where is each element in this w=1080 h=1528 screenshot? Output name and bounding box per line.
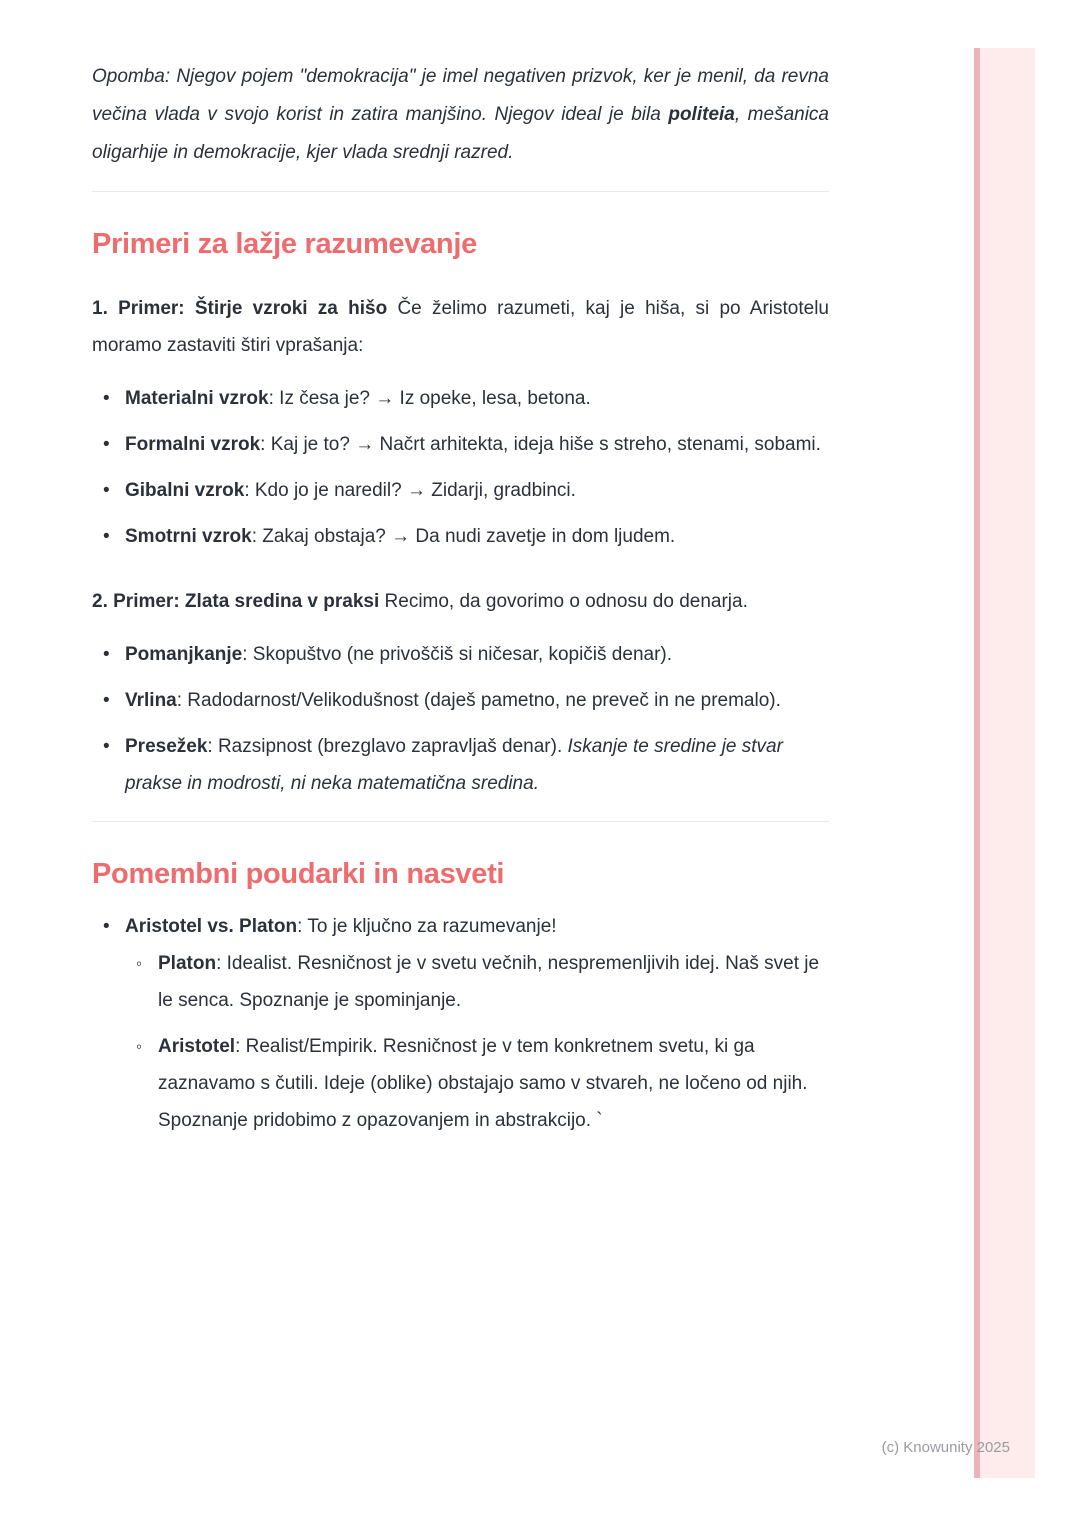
sub-list-item — [158, 1028, 829, 1139]
term: Presežek — [125, 736, 208, 757]
example1-text: Če želimo razumeti, kaj je hiša, si po Aristotelu moramo zastaviti štiri vprašanja: — [92, 298, 829, 356]
list-item — [125, 426, 829, 463]
term-text: : Iz česa je? → Iz opeke, lesa, betona. — [268, 388, 591, 409]
term: Materialni vzrok — [125, 388, 269, 409]
term: Aristotel vs. Platon — [125, 916, 298, 937]
note-paragraph — [92, 58, 829, 172]
example1-paragraph — [92, 290, 829, 364]
list-item — [125, 682, 829, 719]
section-title-highlights: Pomembni poudarki in nasveti — [92, 858, 505, 890]
section-title-examples: Primeri za lažje razumevanje — [92, 228, 477, 260]
document-page — [92, 0, 829, 1148]
golden-mean-list — [92, 636, 829, 802]
term-text: : Razsipnost (brezglavo zapravljaš denar). — [207, 736, 568, 757]
note-bold-term: politeia — [668, 104, 735, 125]
term: Vrlina — [125, 690, 177, 711]
example2-paragraph — [92, 583, 829, 620]
term: Aristotel — [158, 1036, 236, 1057]
section-divider — [92, 821, 829, 822]
term: Formalni vzrok — [125, 434, 261, 455]
sub-list-item — [158, 945, 829, 1019]
term-text: : Kdo jo je naredil? → Zidarji, gradbinci. — [244, 480, 576, 501]
term-text: : Radodarnost/Velikodušnost (daješ pametno, ne preveč in ne premalo). — [176, 690, 781, 711]
four-causes-list — [92, 380, 829, 555]
example2-lead: 2. Primer: Zlata sredina v praksi — [92, 591, 380, 612]
note-text-before: Opomba: Njegov pojem "demokracija" je imel negativen prizvok, ker je menil, da revna večina vlada v svojo korist in zatira manjšino. Njegov ideal je bila — [92, 66, 829, 125]
list-item — [125, 380, 829, 417]
highlights-list — [92, 908, 829, 1139]
term: Platon — [158, 953, 217, 974]
term-text: : Skopuštvo (ne privoščiš si ničesar, kopičiš denar). — [242, 644, 673, 665]
section-divider — [92, 191, 829, 192]
term-text: : Kaj je to? → Načrt arhitekta, ideja hiše s streho, stenami, sobami. — [260, 434, 821, 455]
footer-credit: (c) Knowunity 2025 — [881, 1439, 1010, 1456]
list-item — [125, 636, 829, 673]
term-text: : Realist/Empirik. Resničnost je v tem konkretnem svetu, ki ga zaznavamo s čutili. Ideje (oblike) obstajajo samo v stvareh, ne ločeno od njih. Spoznanje pridobimo z opazovanjem in abstrakcijo. ` — [158, 1036, 808, 1131]
term-text: : Zakaj obstaja? → Da nudi zavetje in dom ljudem. — [251, 526, 676, 547]
note-text-after: , mešanica oligarhije in demokracije, kjer vlada srednji razred. — [92, 104, 829, 163]
comparison-sublist — [125, 945, 829, 1139]
list-item — [125, 908, 829, 1139]
list-item — [125, 472, 829, 509]
term: Gibalni vzrok — [125, 480, 245, 501]
example1-lead: 1. Primer: Štirje vzroki za hišo — [92, 298, 388, 319]
term: Pomanjkanje — [125, 644, 243, 665]
term-text: : To je ključno za razumevanje! — [297, 916, 557, 937]
term-text: : Idealist. Resničnost je v svetu večnih, nespremenljivih idej. Naš svet je le senca. Spoznanje je spominjanje. — [158, 953, 820, 1011]
term-italic-note: Iskanje te sredine je stvar prakse in modrosti, ni neka matematična sredina. — [125, 736, 783, 794]
page-edge-pink-bar — [974, 48, 1035, 1478]
list-item — [125, 518, 829, 555]
example2-text: Recimo, da govorimo o odnosu do denarja. — [379, 591, 748, 612]
term: Smotrni vzrok — [125, 526, 252, 547]
list-item — [125, 728, 829, 802]
